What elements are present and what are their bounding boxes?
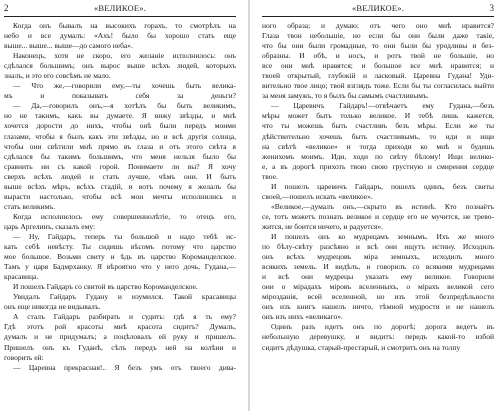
left-page: [4, 0, 236, 411]
text-line: Гдѣ этотъ рой красоты мнѣ красота сидитъ? Думалъ,: [4, 322, 236, 332]
text-line: — Что же,—говорили ему,—ты хочешь быть велика-: [13, 81, 236, 91]
text-line: И пошелъ Гайдаръ со свитой въ царство Короманделское.: [13, 282, 198, 292]
text-line: сдѣлался бы такимъ большимъ, что меня нельзя было бы: [4, 151, 236, 161]
text-line: кать себѣ невѣсту. Ты сидишь вѣсомъ потому что царство: [4, 242, 236, 252]
text-line: выше... выше... выше—до самого неба».: [4, 41, 133, 51]
text-line: царь Аргелинъ, сказалъ ему:: [4, 221, 96, 231]
left-page-header: [4, 0, 236, 16]
text-line: красавица.: [4, 272, 39, 282]
text-line: женихомъ моимъ. Иди, ходи по свѣту бѣлому! Ищи велико-: [262, 151, 494, 161]
text-line: — Ну, Гайдаръ, теперь ты большой и надо тебѣ ис-: [13, 231, 236, 241]
text-line: Пришелъ онъ къ Гуданѣ, сѣлъ передъ ней на колѣни и: [4, 342, 236, 352]
left-running-title: «ВЕЛИКОЕ».: [93, 3, 147, 13]
text-line: по бѣлу-свѣту разсѣяно и всѣ они ищутъ истину. Исходилъ: [262, 242, 494, 252]
text-line: они о мірадахъ міровъ вселенныхъ, о мірахъ великой сего: [262, 282, 494, 292]
text-line: мое большое. Возьми свиту и ѣдь въ царство Короманделское.: [4, 252, 236, 262]
text-line: думалъ и не придумалъ; а поцѣловалъ ей руку и пришелъ.: [4, 332, 236, 342]
text-line: сравнить ни съ какой горой. Понимаете ли вы? Я хочу: [4, 161, 236, 171]
text-line: Когда онъ бывалъ на высокихъ горахъ, то смотрѣлъ на: [13, 21, 236, 30]
text-line: И пошелъ царевичъ Гайдаръ, пошелъ одинъ, безъ свиты: [271, 181, 494, 191]
text-line: — Царевна прекрасная!.. Я безъ умъ отъ твоего дива-: [13, 362, 236, 372]
text-line: на свѣтѣ «великое» и тогда приходи ко мнѣ и будешь: [262, 141, 494, 151]
text-line: сдѣлался большимъ; онъ вырос выше всѣхъ людей, которыхъ: [4, 61, 236, 71]
text-line: А сталъ Гайдаръ разбирать и судить: гдѣ я ть ему?: [13, 312, 236, 322]
text-line: за меня замужъ, то я былъ бы самымъ счастливымъ.: [262, 91, 429, 101]
text-line: сверхъ всѣхъ людей и стать лучше, чѣмъ они. И быть: [4, 171, 236, 181]
text-line: всякихъ земель. И видѣлъ, и говорилъ со всякими мудрецами: [262, 262, 494, 272]
text-line: «Великое,—думалъ онъ,—скрыто въ истинѣ. Кто познаётъ: [271, 201, 494, 211]
left-header-rule: [4, 16, 236, 17]
text-line: ного образа; и думаю: отъ чего оно мнѣ нравится?: [262, 21, 494, 30]
text-line: зналъ, и это его совсѣмъ не мало.: [4, 71, 111, 81]
right-page-number: 3: [489, 3, 494, 13]
right-page-text: [262, 21, 494, 353]
text-line: Увидалъ Гайдаръ Гудану и изумился. Такой красавицы: [13, 292, 236, 302]
text-line: е, а въ дорогѣ прихоть твою свою грустную и смирения сердце: [262, 161, 494, 171]
text-line: онъ еще никогда не видывалъ.: [4, 302, 101, 312]
right-page: [262, 0, 494, 411]
text-line: онъ изъ нихъ «великаго».: [262, 312, 343, 322]
text-line: но не такимъ, какъ вы думаете. Я вижу звѣзды, и мнѣ: [4, 111, 236, 121]
text-line: Тамъ у царя Бадмрханку. Я вѣроятно что у него дочь, Гудана,—: [4, 262, 236, 272]
text-line: мѣры может быть только великое. И тебѣ лишь кажется,: [262, 111, 494, 121]
text-line: образны. И обѣ, и носъ, и ротъ твой не большіе, но: [262, 51, 494, 61]
text-line: и всѣ они мудрецы указать ему великое. Говорили: [262, 272, 494, 282]
text-line: онъ всѣхъ мудрецовъ міра земныхъ, исходилъ много: [262, 252, 494, 262]
text-line: хочется дорости до нихъ, чтобы онѣ были передъ моими: [4, 121, 236, 131]
page-gutter: [248, 0, 250, 411]
text-line: чтобы они свѣтили мнѣ прямо въ глаза и отъ этого свѣта я: [4, 141, 236, 151]
text-line: что ты можешь быть счастливъ безъ мѣры. Если же ты: [262, 121, 494, 131]
text-line: твоей открытый, глубокій и ласковый. Царевна Гудана! Уди-: [262, 71, 494, 81]
text-line: дѣйствительно хочешь быть счастливымъ, то иди и ищи: [262, 131, 494, 141]
text-line: мъ и показывать себя за деньги?: [4, 91, 236, 101]
left-page-number: 2: [4, 3, 9, 13]
text-line: своей,—пошелъ искать «великое».: [262, 191, 373, 201]
text-line: — Царевичъ Гайдаръ!—отвѣчаетъ ему Гудана,—безъ: [271, 101, 494, 111]
text-line: стать великимъ.: [4, 201, 56, 211]
text-line: Наконецъ, хотя не скоро, его желаніе исполнилось: онъ: [13, 51, 236, 61]
text-line: говорить ей:: [4, 352, 44, 362]
right-header-rule: [262, 16, 494, 17]
text-line: — Да,—говорилъ онъ,—я хотѣлъ бы быть великимъ,: [13, 101, 236, 111]
text-line: что бы они были громадные, то они были бы уродливы и без-: [262, 41, 494, 51]
text-line: сидитъ дѣдушка, старый-престарый, и смотритъ онъ на толпу: [262, 342, 461, 352]
text-line: небольшую деревушку, и видитъ: передъ какой-то избой: [262, 332, 494, 342]
text-line: глазами, чтобы я былъ какъ эти звѣзды, но и всѣ другія солнца,: [4, 131, 236, 141]
text-line: вительно твое лицо; твой взглядъ тоже. Если бы ты согласилась выйти: [262, 81, 494, 91]
right-page-header: [262, 0, 494, 16]
text-line: вырасти настолько, чтобы всѣ мои мечты исполнились и: [4, 191, 236, 201]
left-page-text: [4, 21, 236, 373]
text-line: твое.: [262, 171, 278, 181]
text-line: все они мнѣ нравятся; и большое все мнѣ нравится; и: [262, 61, 494, 71]
text-line: Одинъ разъ идетъ онъ по дорогѣ; дорога ведетъ въ: [271, 322, 494, 332]
text-line: И пошелъ онъ ко мудрецамъ земнымъ. Ихъ же много: [271, 231, 494, 241]
text-line: выше всѣхъ мѣръ, всѣхъ стадій, и вотъ почему я желалъ бы: [4, 181, 236, 191]
text-line: онъ изъ книгъ нашелъ ничто, тѣмной мудрости и не нашелъ: [262, 302, 494, 312]
text-line: мірозданія, всей вселенной, но изъ этой безпредѣльности: [262, 292, 494, 302]
text-line: се, тотъ можетъ познать великое и сердце его не мучится, не трево-: [262, 211, 494, 221]
text-line: Глаза твои небольшіе, но если бы они были даже такіе,: [262, 31, 494, 41]
text-line: жится, не боится ничего, и радуется».: [262, 221, 383, 231]
right-running-title: «ВЕЛИКОЕ».: [351, 3, 405, 13]
text-line: Когда исполнилось ему совершеннолѣтіе, то отецъ его,: [13, 211, 236, 221]
text-line: небо и все думалъ: «Ахъ! было бы хорошо стать еще: [4, 31, 236, 41]
